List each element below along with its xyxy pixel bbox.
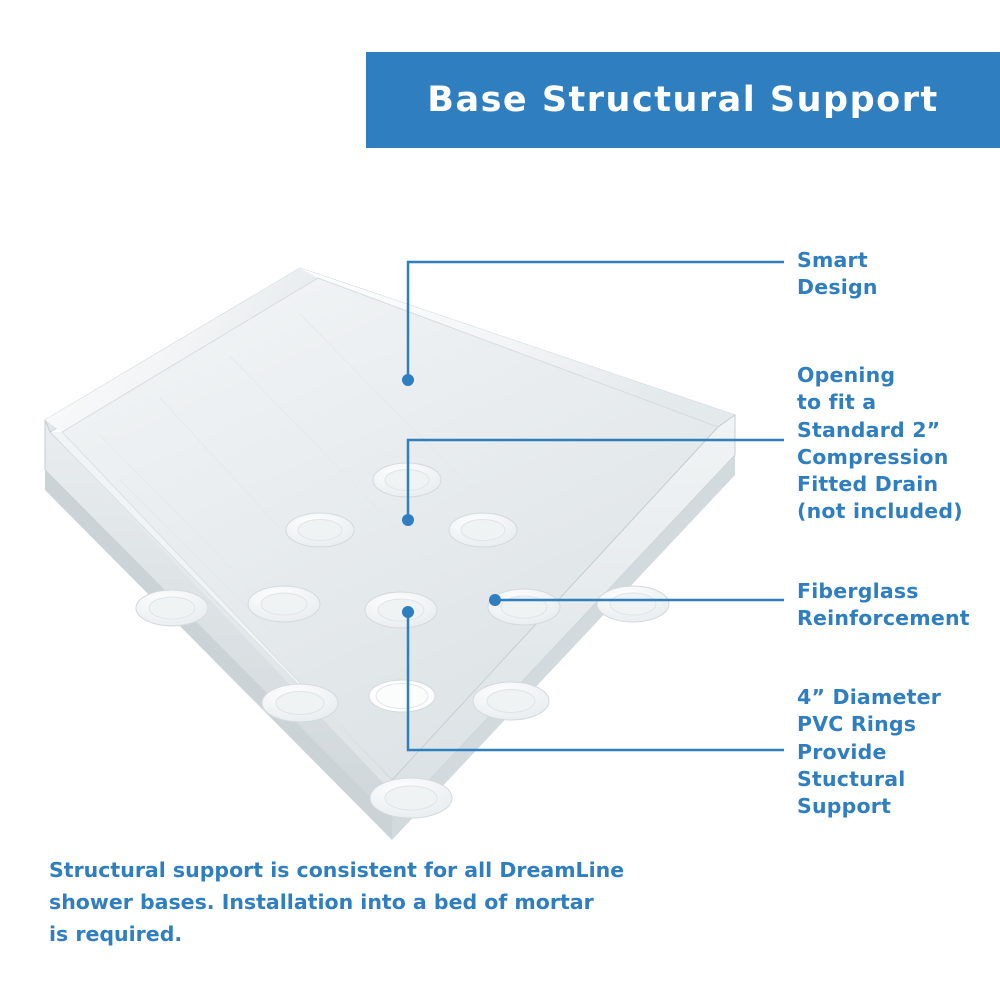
callout-line: Provide (797, 739, 887, 764)
pvc-ring (286, 513, 354, 547)
pvc-ring (473, 682, 549, 720)
callout-line: Fitted Drain (797, 472, 939, 496)
callout-line: Smart (797, 248, 868, 272)
callout-line: (not included) (797, 499, 963, 524)
callout-line: Opening (797, 363, 896, 387)
footer-line: shower bases. Installation into a bed of mortar (49, 889, 594, 914)
drain-opening (369, 680, 435, 712)
pvc-ring (488, 589, 560, 625)
pvc-ring (449, 513, 517, 547)
callout-line: Design (797, 275, 878, 300)
pvc-ring (248, 586, 320, 622)
callout-line: PVC Rings (797, 712, 917, 737)
callout-line: Compression (797, 444, 949, 469)
pvc-ring (262, 684, 338, 722)
shower-base-illustration (0, 180, 790, 840)
pvc-ring (365, 592, 437, 628)
pvc-ring (373, 463, 441, 497)
pvc-ring (136, 590, 208, 626)
callout-line: Support (797, 794, 892, 818)
page-title: Base Structural Support (427, 80, 939, 120)
pvc-ring (597, 586, 669, 622)
callout-line: 4” Diameter (797, 685, 942, 709)
footer-line: Structural support is consistent for all DreamLine (49, 858, 625, 882)
callout-fiberglass-reinforcement (797, 578, 997, 633)
callout-smart-design (797, 247, 997, 302)
shower-base-svg (0, 180, 790, 840)
footer-note (49, 855, 669, 950)
callout-line: Fiberglass (797, 579, 919, 603)
header-band (366, 52, 1000, 148)
callout-drain-opening (797, 362, 997, 526)
footer-line: is required. (49, 921, 183, 946)
callout-pvc-rings (797, 684, 997, 820)
pvc-ring-near-front (370, 778, 452, 818)
callout-line: Stuctural (797, 766, 906, 791)
callout-line: Reinforcement (797, 606, 970, 631)
callout-line: Standard 2” (797, 417, 941, 442)
callout-line: to fit a (797, 390, 877, 415)
